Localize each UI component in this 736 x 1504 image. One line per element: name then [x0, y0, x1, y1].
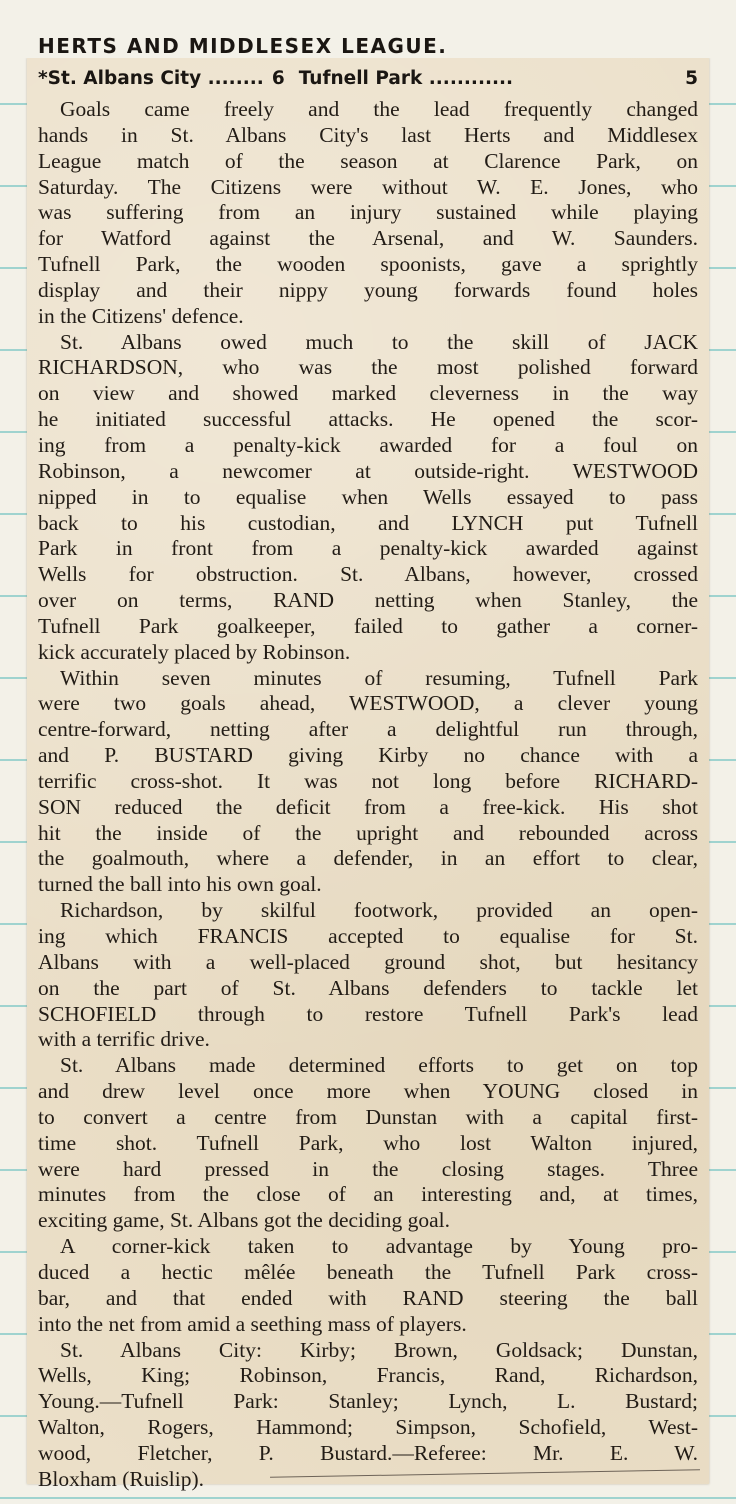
text-line: duced a hectic mêlée beneath the Tufnell Park cross- [38, 1259, 698, 1284]
text-line: into the net from amid a seething mass of players. [38, 1311, 467, 1336]
text-line: wood, Fletcher, P. Bustard.—Referee: Mr. E. W. [38, 1440, 698, 1465]
home-score: 6 [271, 68, 285, 89]
text-line: St. Albans City: Kirby; Brown, Goldsack; Dunstan, [60, 1337, 698, 1362]
text-line: exciting game, St. Albans got the deciding goal. [38, 1208, 451, 1233]
away-team: Tufnell Park ............ [298, 68, 514, 89]
text-line: nipped in to equalise when Wells essayed to pass [38, 484, 698, 509]
paragraph [38, 898, 698, 1053]
text-line: Albans with a well-placed ground shot, but hesitancy [38, 949, 698, 974]
paragraph [38, 330, 698, 666]
text-line: over on terms, RAND netting when Stanley, the [38, 588, 698, 613]
text-line: on the part of St. Albans defenders to tackle let [38, 975, 698, 1000]
paragraph [38, 1053, 698, 1234]
text-line: time shot. Tufnell Park, who lost Walton injured, [38, 1130, 698, 1155]
text-line: Wells for obstruction. St. Albans, however, crossed [38, 562, 698, 587]
text-line: A corner-kick taken to advantage by Young pro- [60, 1234, 698, 1259]
headline: HERTS AND MIDDLESEX LEAGUE. [38, 34, 448, 58]
text-line: St. Albans made determined efforts to get on top [60, 1053, 698, 1078]
text-line: Young.—Tufnell Park: Stanley; Lynch, L. Bustard; [38, 1389, 698, 1414]
paragraph [38, 666, 698, 899]
text-line: ing which FRANCIS accepted to equalise for St. [38, 924, 698, 948]
text-line: SCHOFIELD through to restore Tufnell Park's lead [38, 1001, 698, 1026]
text-line: Tufnell Park goalkeeper, failed to gather a corner- [38, 613, 698, 638]
text-line: St. Albans owed much to the skill of JACK [60, 329, 698, 354]
paragraph [38, 1234, 698, 1337]
text-line: he initiated successful attacks. He opened the scor- [38, 407, 698, 432]
text-line: RICHARDSON, who was the most polished forward [38, 355, 698, 380]
text-line: was suffering from an injury sustained while playing [38, 200, 698, 225]
text-line: display and their nippy young forwards found holes [38, 277, 698, 302]
text-line: Richardson, by skilful footwork, provided an open- [60, 898, 698, 923]
text-line: for Watford against the Arsenal, and W. Saunders. [38, 226, 698, 251]
text-line: Walton, Rogers, Hammond; Simpson, Schofield, West- [38, 1415, 698, 1440]
text-line: SON reduced the deficit from a free-kick. His shot [38, 794, 698, 819]
text-line: the goalmouth, where a defender, in an effort to clear, [38, 846, 698, 871]
text-line: centre-forward, netting after a delightful run through, [38, 717, 698, 742]
text-line: Tufnell Park, the wooden spoonists, gave a sprightly [38, 252, 698, 277]
text-line: and P. BUSTARD giving Kirby no chance with a [38, 743, 698, 768]
paragraph [38, 97, 698, 330]
text-line: Robinson, a newcomer at outside-right. WESTWOOD [38, 458, 698, 483]
home-team: *St. Albans City ........ [38, 68, 264, 89]
text-line: on view and showed marked cleverness in the way [38, 381, 698, 406]
text-line: Saturday. The Citizens were without W. E. Jones, who [38, 174, 698, 199]
text-line: hit the inside of the upright and rebounded across [38, 820, 698, 845]
text-line: Within seven minutes of resuming, Tufnell Park [60, 665, 698, 690]
text-line: were hard pressed in the closing stages. Three [38, 1156, 698, 1181]
text-line: hands in St. Albans City's last Herts and Middlesex [38, 122, 698, 147]
text-line: minutes from the close of an interesting and, at times, [38, 1182, 698, 1207]
text-line: League match of the season at Clarence Park, on [38, 148, 698, 173]
text-line: in the Citizens' defence. [38, 303, 244, 328]
text-line: ing from a penalty-kick awarded for a foul on [38, 432, 698, 457]
text-line: bar, and that ended with RAND steering the ball [38, 1285, 698, 1310]
text-line: Park in front from a penalty-kick awarded against [38, 536, 698, 561]
text-line: Bloxham (Ruislip). [38, 1466, 205, 1491]
article-body [38, 97, 698, 1493]
away-score: 5 [685, 68, 698, 89]
text-line: and drew level once more when YOUNG closed in [38, 1079, 698, 1104]
text-line: Goals came freely and the lead frequently changed [60, 97, 698, 121]
text-line: Wells, King; Robinson, Francis, Rand, Richardson, [38, 1363, 698, 1388]
text-line: were two goals ahead, WESTWOOD, a clever young [38, 691, 698, 716]
text-line: kick accurately placed by Robinson. [38, 639, 351, 664]
text-line: terrific cross-shot. It was not long before RICHARD- [38, 768, 698, 793]
paragraph [38, 1338, 698, 1493]
text-line: to convert a centre from Dunstan with a capital first- [38, 1104, 698, 1129]
text-line: with a terrific drive. [38, 1027, 210, 1052]
match-result [38, 68, 698, 89]
text-line: back to his custodian, and LYNCH put Tufnell [38, 510, 698, 535]
text-line: turned the ball into his own goal. [38, 872, 322, 897]
